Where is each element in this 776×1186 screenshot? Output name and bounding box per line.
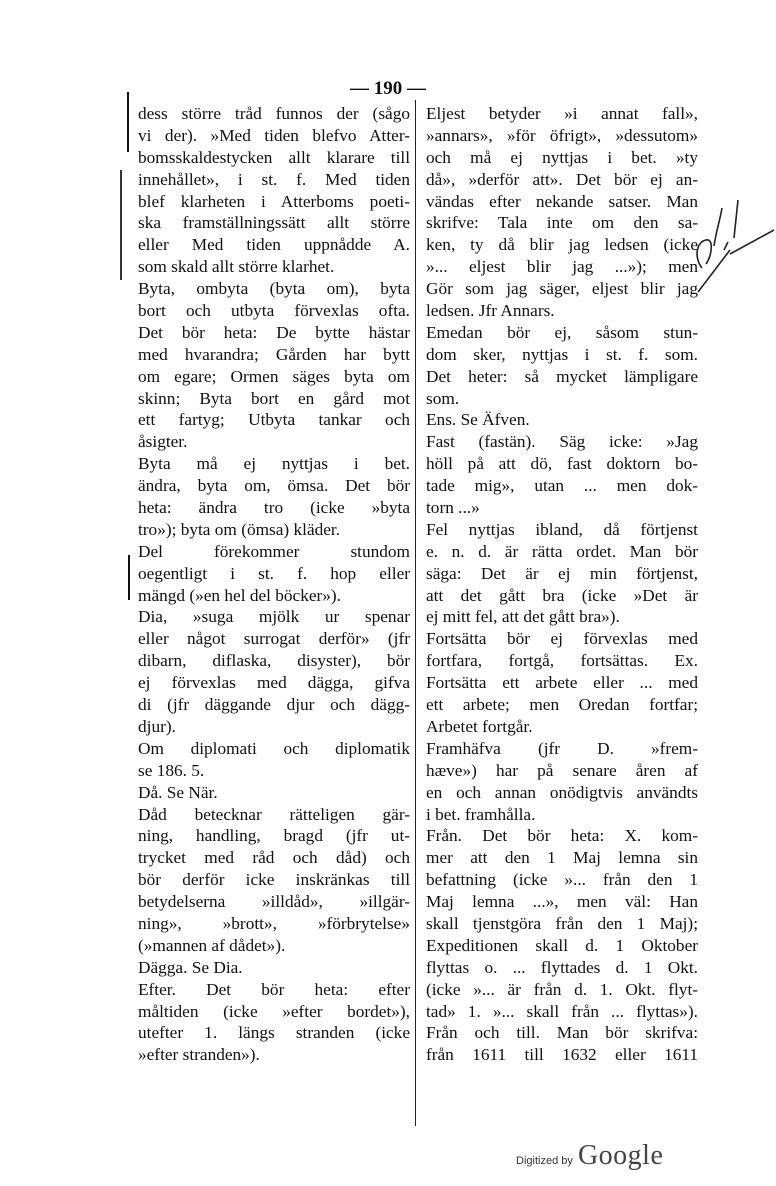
column-divider: [415, 100, 416, 1126]
text-line: Från och till. Man bör skrifva:: [426, 1023, 698, 1043]
text-line: att det gått bra (icke »Det är: [426, 585, 698, 605]
text-line: åsigter.: [138, 432, 188, 452]
page-number: — 190 —: [350, 78, 426, 99]
text-line: Fortsätta bör ej förvexlas med: [426, 629, 698, 649]
text-line: Dia, »suga mjölk ur spenar: [138, 607, 410, 627]
text-line: Dåd betecknar rätteligen gär-: [138, 804, 410, 824]
text-line: höll på att dö, fast doktorn bo-: [426, 454, 698, 474]
text-line: ska framställningssätt allt större: [138, 213, 410, 233]
text-line: (icke »... är från d. 1. Okt. flyt-: [426, 979, 698, 999]
handwritten-margin-mark-icon: [690, 180, 776, 320]
text-line: ken, ty då blir jag ledsen (icke: [426, 235, 698, 255]
text-line: om egare; Ormen säges byta om: [138, 366, 410, 386]
text-line: oegentligt i st. f. hop eller: [138, 563, 410, 583]
text-line: eller Med tiden uppnådde A.: [138, 235, 410, 255]
text-line: heta: ändra tro (icke »byta: [138, 498, 410, 518]
text-line: som skald allt större klarhet.: [138, 257, 335, 277]
text-line: i bet. framhålla.: [426, 804, 536, 824]
text-line: ej förvexlas med dägga, gifva: [138, 673, 410, 693]
text-line: blef klarheten i Atterboms poeti-: [138, 191, 410, 211]
text-line: skall tjenstgöra från den 1 Maj);: [426, 913, 698, 933]
text-line: måltiden (icke »efter bordet»),: [138, 1001, 410, 1021]
text-line: tad» 1. »... skall från ... flyttas»).: [426, 1001, 698, 1021]
text-line: torn ...»: [426, 498, 480, 518]
text-line: dom sker, nyttjas i st. f. som.: [426, 344, 698, 364]
text-line: e. n. d. är rätta ordet. Man bör: [426, 541, 698, 561]
text-line: »... eljest blir jag ...»); men: [426, 257, 698, 277]
google-logo: Google: [577, 1140, 664, 1171]
text-line: skrifve: Tala inte om den sa-: [426, 213, 698, 233]
text-line: ning», »brott», »förbrytelse»: [138, 913, 410, 933]
text-line: som.: [426, 388, 460, 408]
text-line: dess större tråd funnos der (sågo: [138, 104, 410, 123]
text-line: ej mitt fel, att det gått bra»).: [426, 607, 620, 627]
text-line: ledsen. Jfr Annars.: [426, 301, 555, 321]
text-line: hæve») har på senare åren af: [426, 760, 698, 780]
right-column: [426, 103, 698, 1066]
margin-bracket-top: [127, 92, 129, 152]
text-line: Gör som jag säger, eljest blir jag: [426, 279, 698, 299]
text-line: Det bör heta: De bytte hästar: [138, 322, 410, 342]
text-line: ändra, byta om, ömsa. Det bör: [138, 476, 410, 496]
text-line: en och annan onödigtvis användts: [426, 782, 698, 802]
text-line: Arbetet fortgår.: [426, 716, 533, 736]
text-line: mer att den 1 Maj lemna sin: [426, 848, 698, 868]
text-line: Eljest betyder »i annat fall»,: [426, 104, 698, 123]
text-line: Om diplomati och diplomatik: [138, 738, 410, 758]
text-line: mängd (»en hel del böcker»).: [138, 585, 341, 605]
text-line: vi der). »Med tiden blefvo Atter-: [138, 125, 410, 145]
text-line: och må ej nyttjas i bet. »ty: [426, 147, 698, 167]
text-line: innehållet», i st. f. Med tiden: [138, 169, 410, 189]
text-line: Maj lemna ...», men väl: Han: [426, 892, 698, 912]
text-line: bör derför icke inskränkas till: [138, 870, 410, 890]
text-line: Framhäfva (jfr D. »frem-: [426, 738, 698, 758]
text-line: ett fartyg; Utbyta tankar och: [138, 410, 410, 430]
text-line: trycket med råd och dåd) och: [138, 848, 410, 868]
text-line: (»mannen af dådet»).: [138, 935, 286, 955]
text-line: tro»); byta om (ömsa) kläder.: [138, 519, 341, 539]
text-line: Fel nyttjas ibland, då förtjenst: [426, 519, 698, 539]
text-line: »efter stranden»).: [138, 1045, 260, 1065]
text-line: bort och utbyta förvexlas ofta.: [138, 301, 410, 321]
text-line: di (jfr däggande djur och dägg-: [138, 695, 410, 715]
text-line: Dägga. Se Dia.: [138, 957, 243, 977]
text-line: utefter 1. längs stranden (icke: [138, 1023, 410, 1043]
text-line: flyttas o. ... flyttades d. 1 Okt.: [426, 957, 698, 977]
text-line: djur).: [138, 716, 176, 736]
text-line: vändas efter nekande satser. Man: [426, 191, 698, 211]
text-line: Fortsätta ett arbete eller ... med: [426, 673, 698, 693]
digitized-by-label: Digitized by: [516, 1155, 573, 1167]
text-line: Emedan bör ej, såsom stun-: [426, 322, 698, 342]
text-line: ning, handling, bragd (jfr ut-: [138, 826, 410, 846]
text-line: Efter. Det bör heta: efter: [138, 979, 410, 999]
text-line: Byta, ombyta (byta om), byta: [138, 279, 410, 299]
text-line: eller något surrogat derför» (jfr: [138, 629, 410, 649]
text-line: dibarn, diflaska, disyster), bör: [138, 651, 410, 671]
text-line: Då. Se När.: [138, 782, 218, 802]
text-line: Del förekommer stundom: [138, 541, 410, 561]
digitized-by-watermark: [516, 1140, 663, 1172]
text-line: se 186. 5.: [138, 760, 205, 780]
text-line: skinn; Byta bort en gård mot: [138, 388, 410, 408]
text-line: då», »derför att». Det bör ej an-: [426, 169, 698, 189]
left-column: [138, 103, 410, 1066]
text-line: betydelserna »illdåd», »illgär-: [138, 892, 410, 912]
text-line: tade mig», utan ... men dok-: [426, 476, 698, 496]
text-line: befattning (icke »... från den 1: [426, 870, 698, 890]
text-line: Expeditionen skall d. 1 Oktober: [426, 935, 698, 955]
text-line: bomsskaldestycken allt klarare till: [138, 147, 410, 167]
text-line: fortfara, fortgå, fortsättas. Ex.: [426, 651, 698, 671]
text-line: säga: Det är ej min förtjenst,: [426, 563, 698, 583]
text-line: med hvarandra; Gården har bytt: [138, 344, 410, 364]
text-line: Ens. Se Äfven.: [426, 410, 530, 430]
text-line: Det heter: så mycket lämpligare: [426, 366, 698, 386]
text-line: Från. Det bör heta: X. kom-: [426, 826, 698, 846]
text-line: ett arbete; men Oredan fortfar;: [426, 695, 698, 715]
margin-rule-left: [120, 170, 122, 280]
text-line: »annars», »för öfrigt», »dessutom»: [426, 125, 698, 145]
text-line: Fast (fastän). Säg icke: »Jag: [426, 432, 698, 452]
text-line: från 1611 till 1632 eller 1611: [426, 1045, 698, 1065]
margin-bracket-lower: [128, 555, 130, 600]
text-line: Byta må ej nyttjas i bet.: [138, 454, 410, 474]
